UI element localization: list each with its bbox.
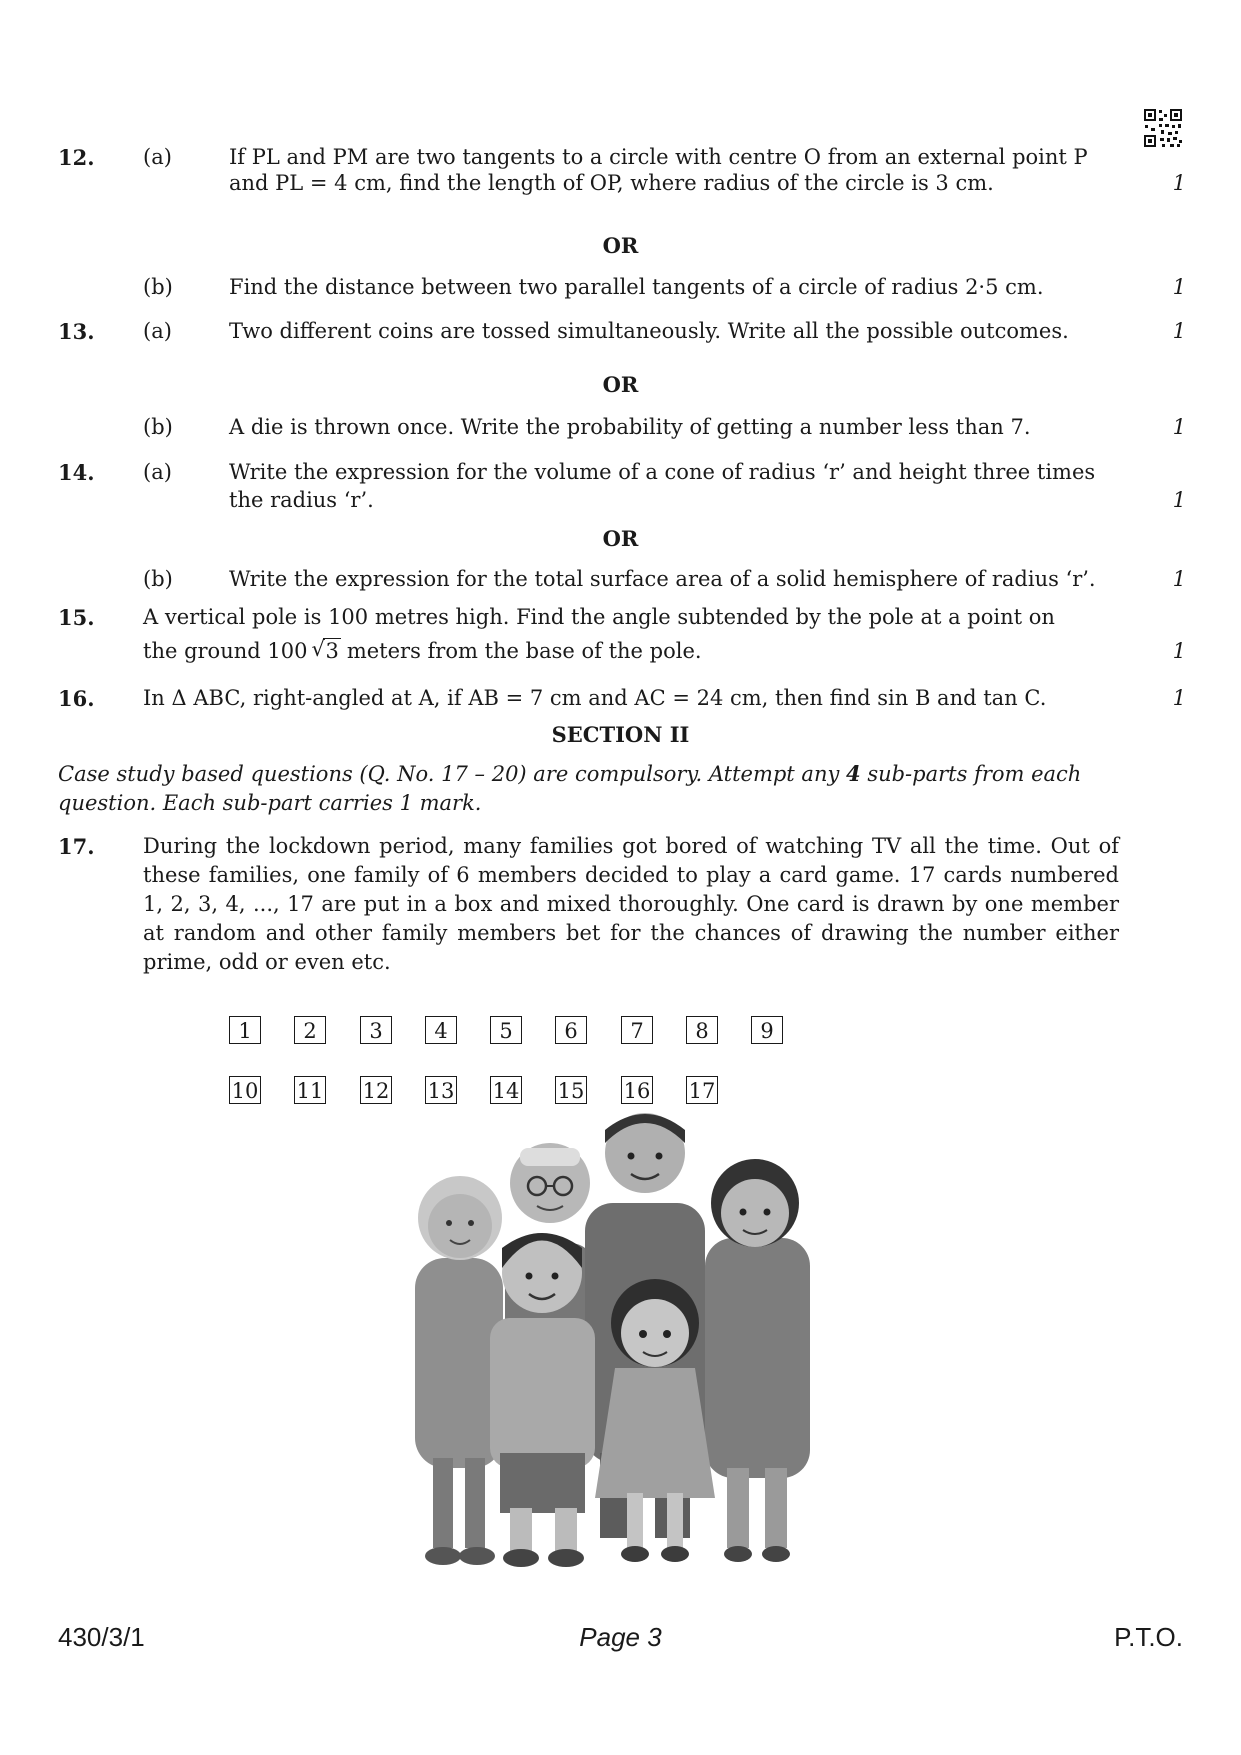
number-card: 13 bbox=[425, 1076, 457, 1104]
question-number: 15. bbox=[58, 605, 95, 630]
question-text: the radius ‘r’. bbox=[229, 488, 374, 512]
question-text: the ground 100 √ 3 meters from the base of the pole. bbox=[143, 637, 1119, 666]
number-card: 11 bbox=[294, 1076, 326, 1104]
part-label: (a) bbox=[143, 145, 172, 169]
number-card: 3 bbox=[360, 1016, 392, 1044]
number-card: 8 bbox=[686, 1016, 718, 1044]
question-number: 14. bbox=[58, 460, 95, 485]
number-card: 2 bbox=[294, 1016, 326, 1044]
part-label: (b) bbox=[143, 275, 173, 299]
question-text: and PL = 4 cm, find the length of OP, where radius of the circle is 3 cm. bbox=[229, 171, 994, 195]
question-text: Two different coins are tossed simultaneously. Write all the possible outcomes. bbox=[229, 319, 1069, 343]
marks: 1 bbox=[1172, 488, 1186, 512]
square-root: √ 3 bbox=[311, 637, 339, 663]
question-number: 12. bbox=[58, 145, 95, 170]
number-card: 15 bbox=[555, 1076, 587, 1104]
or-separator: OR bbox=[602, 526, 639, 551]
question-text: If PL and PM are two tangents to a circle with centre O from an external point P bbox=[229, 145, 1088, 169]
marks: 1 bbox=[1172, 319, 1186, 343]
marks: 1 bbox=[1172, 275, 1186, 299]
marks: 1 bbox=[1172, 415, 1186, 439]
number-card: 9 bbox=[751, 1016, 783, 1044]
number-card: 12 bbox=[360, 1076, 392, 1104]
question-text: A die is thrown once. Write the probability of getting a number less than 7. bbox=[229, 415, 1031, 439]
case-study-paragraph: During the lockdown period, many families got bored of watching TV all the time. Out of these families, one family of 6 members decided to play a card game. 17 cards numbered 1, 2, 3, 4, ..., 17 are put in a box and mixed thoroughly. One card is drawn by one member at random and other family members bet for the chances of drawing the number either prime, odd or even etc. bbox=[143, 834, 1119, 974]
qr-code-icon bbox=[1143, 108, 1183, 148]
marks: 1 bbox=[1172, 567, 1186, 591]
part-label: (a) bbox=[143, 460, 172, 484]
or-separator: OR bbox=[602, 372, 639, 397]
part-label: (b) bbox=[143, 567, 173, 591]
marks: 1 bbox=[1172, 686, 1186, 710]
page-number: Page 3 bbox=[579, 1622, 662, 1652]
question-text: A vertical pole is 100 metres high. Find the angle subtended by the pole at a point on bbox=[143, 605, 1055, 629]
number-card: 7 bbox=[621, 1016, 653, 1044]
question-text: Write the expression for the volume of a cone of radius ‘r’ and height three times bbox=[229, 460, 1096, 484]
marks: 1 bbox=[1172, 639, 1186, 663]
number-card: 4 bbox=[425, 1016, 457, 1044]
question-number: 13. bbox=[58, 319, 95, 344]
number-card: 10 bbox=[229, 1076, 261, 1104]
section-title: SECTION II bbox=[551, 722, 690, 747]
or-separator: OR bbox=[602, 233, 639, 258]
question-text: In Δ ABC, right-angled at A, if AB = 7 cm and AC = 24 cm, then find sin B and tan C. bbox=[143, 686, 1047, 710]
part-label: (b) bbox=[143, 415, 173, 439]
number-card: 14 bbox=[490, 1076, 522, 1104]
question-number: 16. bbox=[58, 686, 95, 711]
question-text: Find the distance between two parallel tangents of a circle of radius 2·5 cm. bbox=[229, 275, 1044, 299]
number-card: 17 bbox=[686, 1076, 718, 1104]
question-number: 17. bbox=[58, 834, 95, 859]
marks: 1 bbox=[1172, 171, 1186, 195]
please-turn-over: P.T.O. bbox=[1114, 1622, 1183, 1652]
number-card: 1 bbox=[229, 1016, 261, 1044]
number-card: 5 bbox=[490, 1016, 522, 1044]
number-card: 16 bbox=[621, 1076, 653, 1104]
question-text: Write the expression for the total surface area of a solid hemisphere of radius ‘r’. bbox=[229, 567, 1096, 591]
number-card: 6 bbox=[555, 1016, 587, 1044]
family-illustration bbox=[405, 1108, 845, 1578]
paper-code: 430/3/1 bbox=[58, 1622, 145, 1652]
section-instructions: Case study based questions (Q. No. 17 – 20) are compulsory. Attempt any 4 sub-parts from each question. Each sub-part carries 1 mark. bbox=[58, 761, 1082, 815]
part-label: (a) bbox=[143, 319, 172, 343]
